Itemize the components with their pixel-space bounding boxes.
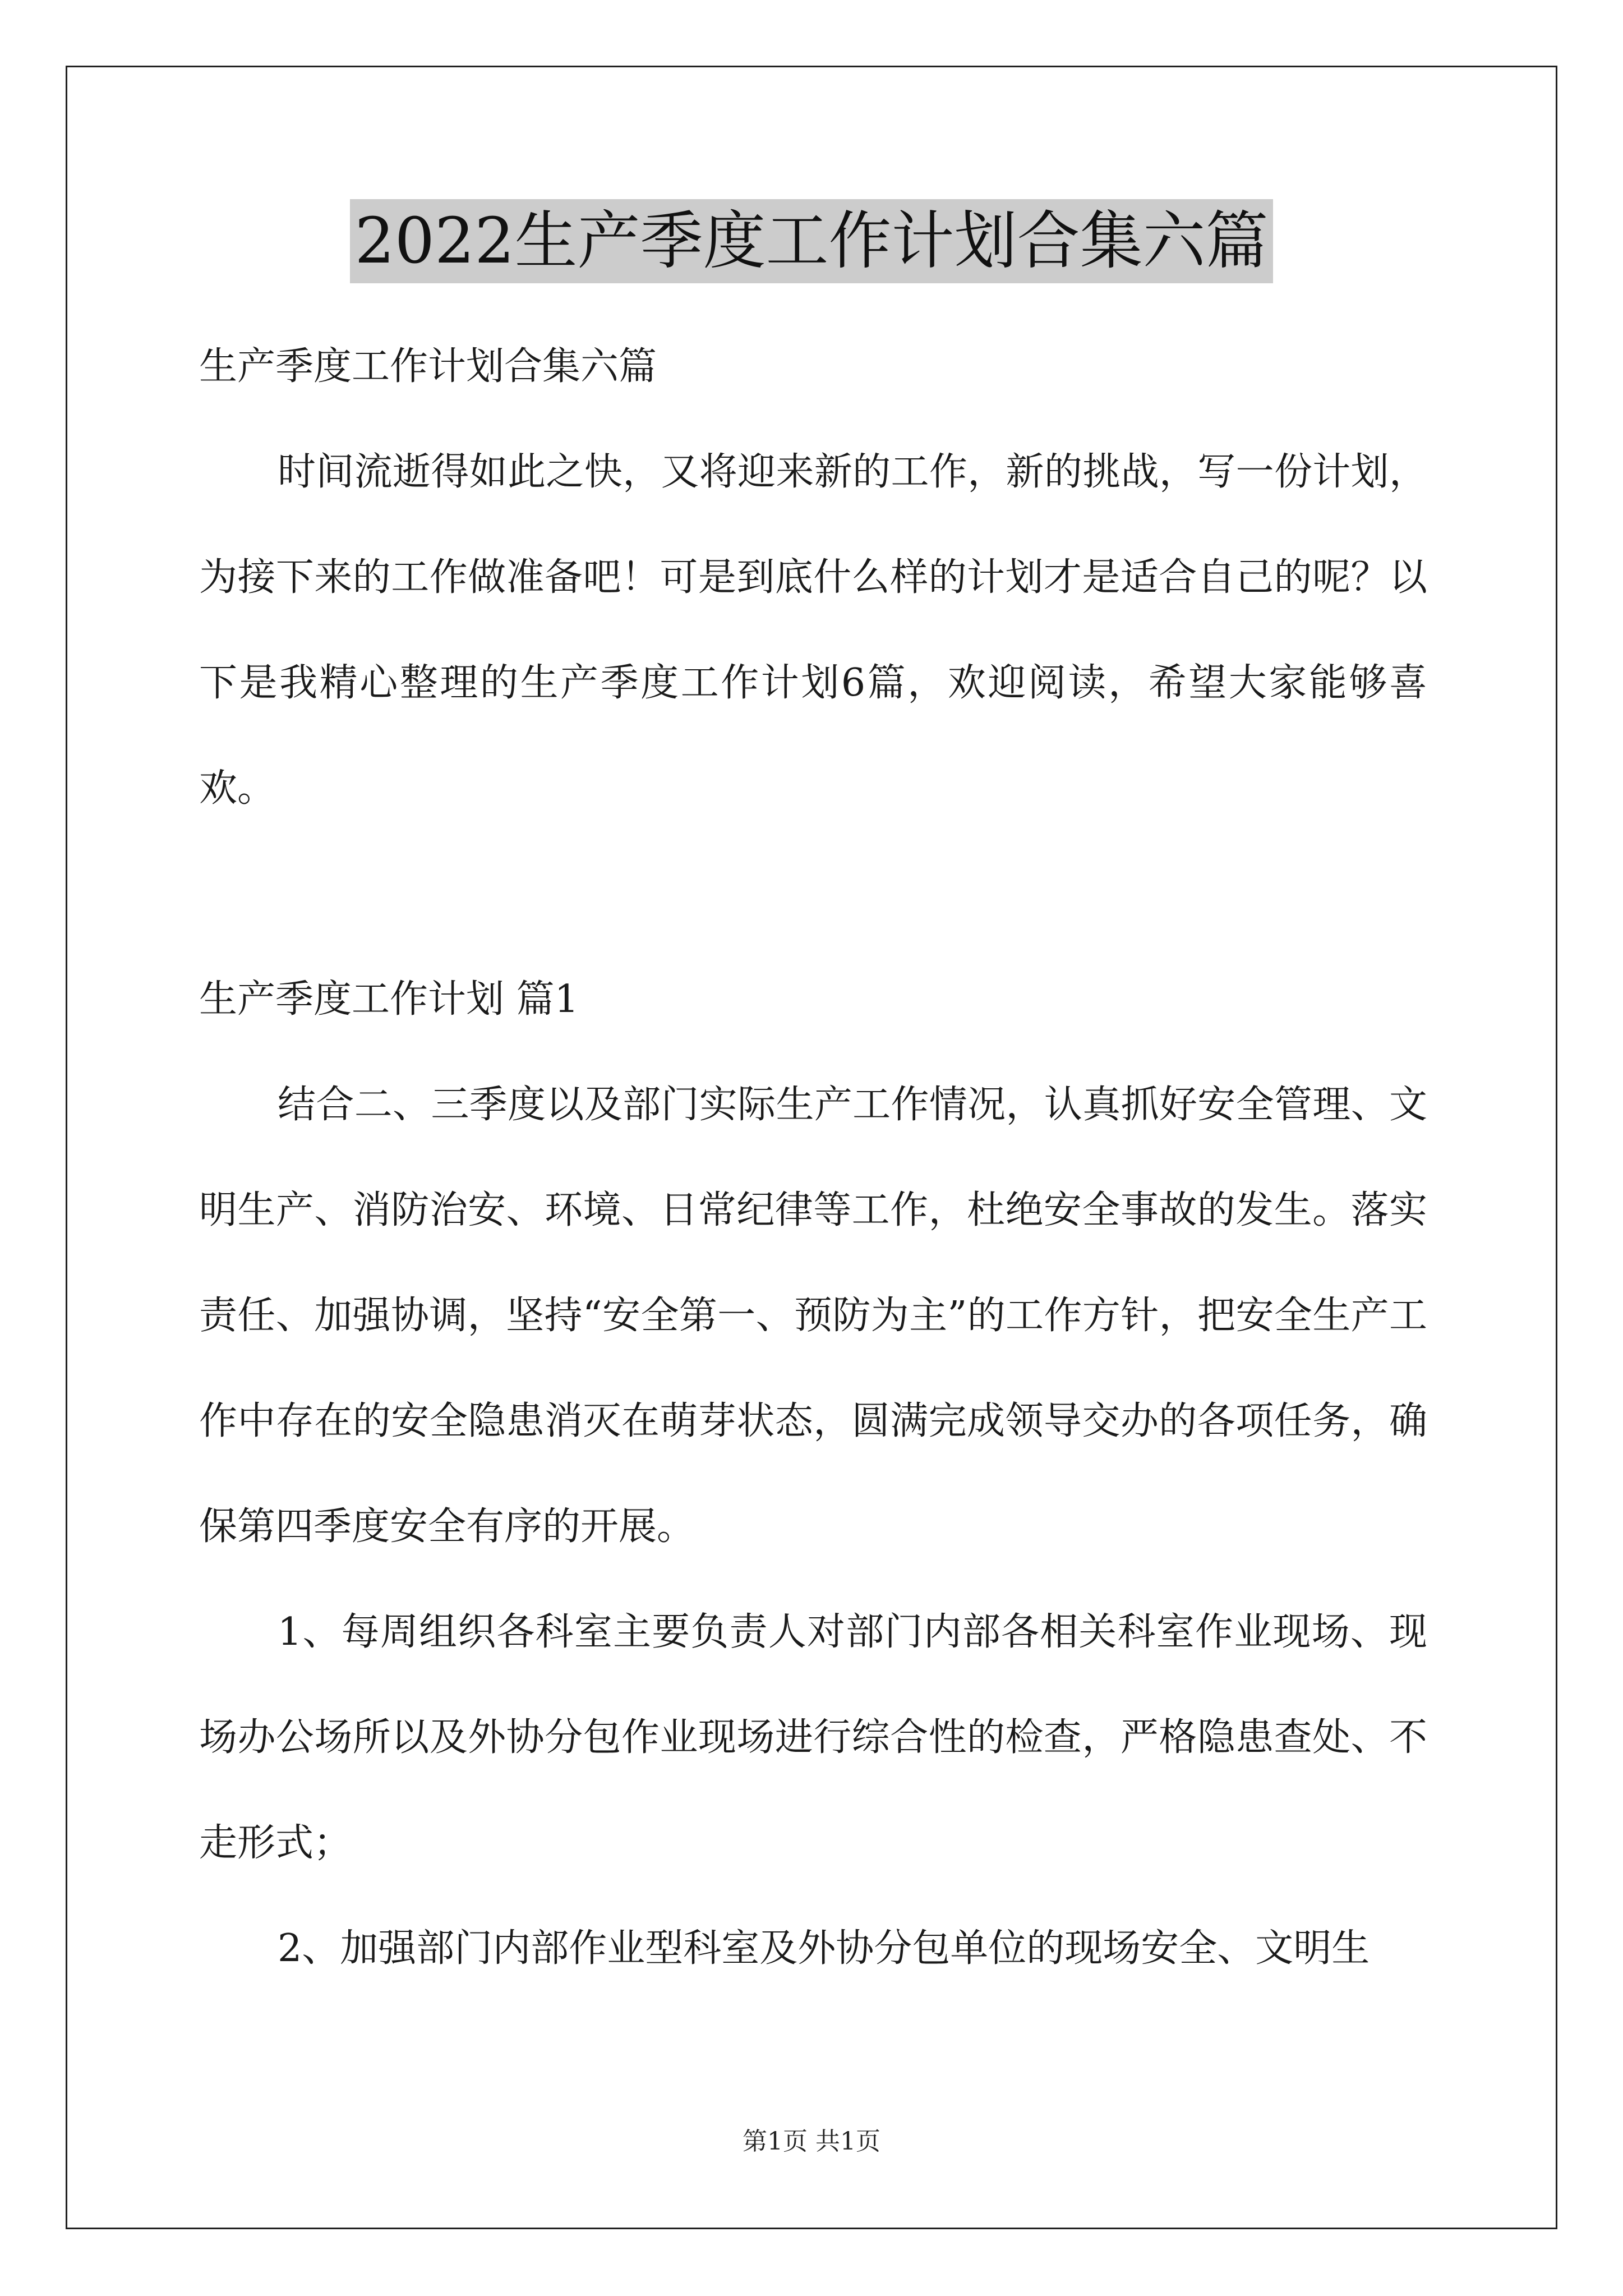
document-subtitle: 生产季度工作计划合集六篇 xyxy=(199,344,657,389)
body-paragraph: 结合二、三季度以及部门实际生产工作情况，认真抓好安全管理、文明生产、消防治安、环境、日常纪律等工作，杜绝安全事故的发生。落实责任、加强协调，坚持“安全第一、预防为主”的工作方针，把安全生产工作中存在的安全隐患消灭在萌芽状态，圆满完成领导交办的各项任务，确保第四季度安全有序的开展。 xyxy=(199,1083,1427,1549)
title-container xyxy=(0,199,1623,283)
body-paragraph: 2、加强部门内部作业型科室及外协分包单位的现场安全、文明生 xyxy=(278,1926,1370,1971)
document-title: 2022生产季度工作计划合集六篇 xyxy=(350,199,1272,283)
section-gap xyxy=(199,841,1427,947)
intro-paragraph: 时间流逝得如此之快，又将迎来新的工作，新的挑战，写一份计划，为接下来的工作做准备吧！可是到底什么样的计划才是适合自己的呢？以下是我精心整理的生产季度工作计划6篇，欢迎阅读，希望大家能够喜欢。 xyxy=(199,450,1427,811)
document-body xyxy=(199,314,1427,2001)
page-footer: 第1页 共1页 xyxy=(743,2127,880,2156)
body-paragraph: 1、每周组织各科室主要负责人对部门内部各相关科室作业现场、现场办公场所以及外协分包作业现场进行综合性的检查，严格隐患查处、不走形式； xyxy=(199,1610,1427,1865)
section-heading: 生产季度工作计划 篇1 xyxy=(199,977,579,1022)
